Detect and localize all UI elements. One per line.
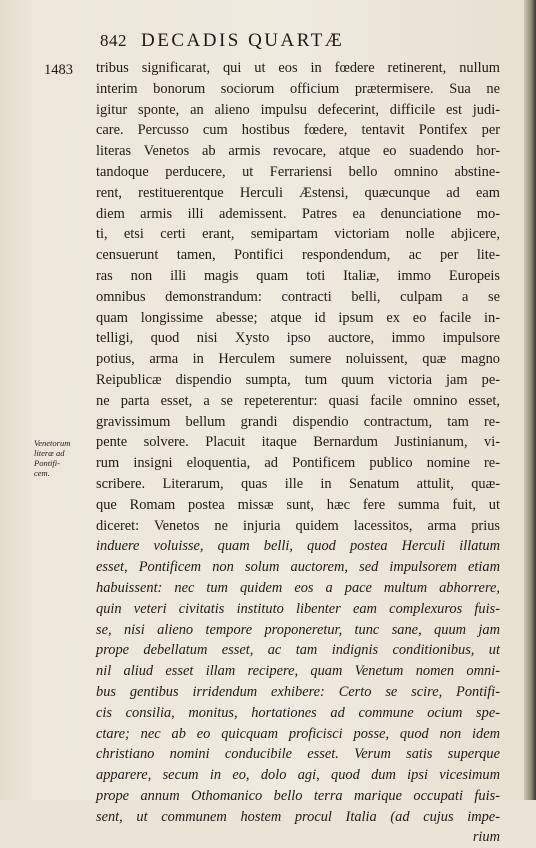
text-line-italic: quin veteri civitatis instituto libenter eam complexuros fuis-	[96, 600, 500, 617]
text-line: censuerunt tamen, Pontifici respondendum, ac per lite-	[96, 247, 500, 264]
text-line-italic: prope annum Othomanico bello terra marique occupati fuis-	[96, 787, 500, 804]
catchword: rium	[472, 829, 500, 846]
text-line: ne parta esset, a se repeterentur: quasi facile omnino esset,	[96, 392, 500, 409]
text-line: care. Percusso cum hostibus fœdere, tentavit Pontifex per	[96, 122, 500, 139]
text-line-italic: se, nisi alieno tempore proponeretur, tunc sane, quum jam	[96, 621, 500, 638]
text-line: ras non illi magis quam toti Italiæ, immo Europeis	[96, 267, 500, 284]
text-line-italic: habuissent: nec tum quidem eos a pace multum abhorrere,	[96, 579, 500, 596]
text-line: omnibus demonstrandum: contracti belli, culpam a se	[96, 288, 500, 305]
page-number: 842	[100, 31, 127, 50]
text-line-italic: nil aliud esset illam recipere, quam Venetum nomen omni-	[96, 663, 500, 680]
page-edge-shadow	[524, 0, 536, 800]
text-line: pente solvere. Placuit itaque Bernardum Justinianum, vi-	[96, 434, 500, 451]
margin-note	[34, 438, 96, 478]
text-line-italic: induere voluisse, quam belli, quod postea Herculi illatum	[96, 538, 500, 555]
text-line: rent, restituerentque Herculi Æstensi, quæcunque ad eam	[96, 184, 500, 201]
text-line: tandoque perducere, ut Ferrariensi bello omnino abstine-	[96, 163, 500, 180]
margin-note-line: Venetorum	[34, 438, 71, 448]
page-header	[100, 30, 500, 52]
text-line: diceret: Venetos ne injuria quidem lacessitos, arma prius	[96, 517, 500, 534]
text-line-italic: cis consilia, monitus, hortationes ad commune ocium spe-	[96, 704, 500, 721]
text-line-italic: apparere, secum in eo, dolo agi, quod dum ipsi vicesimum	[96, 767, 500, 784]
margin-note-line: cem.	[34, 468, 50, 478]
text-line-italic: bus gentibus irridendum exhibere: Certo se scire, Pontifi-	[96, 683, 500, 700]
text-line: potius, arma in Herculem sumere noluissent, quæ magno	[96, 351, 500, 368]
text-line-italic: esset, Pontificem non solum auctorem, sed impulsorem etiam	[96, 559, 500, 576]
text-line-italic: christiano nomini conducibile esset. Verum satis superque	[96, 746, 500, 763]
text-line: quam longissime abesse; atque id ipsum ex eo facile in-	[96, 309, 500, 326]
margin-note-line: literæ ad	[34, 448, 65, 458]
text-line: telligi, quod nisi Xysto ipso auctore, immo impulsore	[96, 330, 500, 347]
text-line: Reipublicæ dispendio sumpta, tum quum victoria jam pe-	[96, 371, 500, 388]
text-line-italic: prope debellatum esset, ac tam indignis conditionibus, ut	[96, 642, 500, 659]
text-line: literas Venetos ab armis revocare, atque eo suadendo hor-	[96, 143, 500, 160]
text-line: tribus significarat, qui ut eos in fœdere retinerent, nullum	[96, 60, 500, 76]
text-line: gravissimum bellum grandi dispendio contractum, tam re-	[96, 413, 500, 430]
margin-year: 1483	[44, 62, 73, 78]
body-text	[96, 58, 500, 848]
text-line: scribere. Literarum, quas ille in Senatum attulit, quæ-	[96, 475, 500, 492]
text-line: interim bonorum sociorum officium prætermisere. Sua ne	[96, 80, 500, 97]
text-line: igitur sponte, an alieno impulsu defecerint, difficile est judi-	[96, 101, 500, 118]
text-line: diem armis illi ademissent. Patres ea denunciatione mo-	[96, 205, 500, 222]
text-line-italic: ctare; nec ab eo quicquam proficisci posse, quod non idem	[96, 725, 500, 742]
text-line: ti, etsi certi erant, semipartam victoriam nolle abjicere,	[96, 226, 500, 243]
running-head: DECADIS QUARTÆ	[141, 30, 345, 51]
text-line: rum insigni eloquentia, ad Pontificem publico nomine re-	[96, 455, 500, 472]
text-line: que Romam postea missæ sunt, hæc fere summa fuit, ut	[96, 496, 500, 513]
text-line-italic: sent, ut communem hostem procul Italia (ad cujus impe-	[96, 808, 500, 825]
margin-note-line: Pontifi-	[34, 458, 60, 468]
